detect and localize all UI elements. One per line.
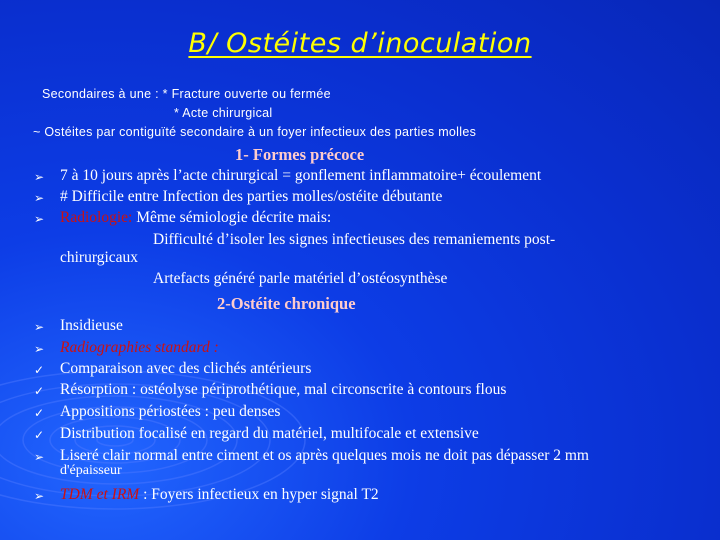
check-bullet-icon: ✓: [34, 384, 45, 398]
arrow-bullet-icon: ➢: [34, 489, 45, 503]
check-bullet-icon: ✓: [34, 428, 45, 442]
section-heading-chronic: 2-Ostéite chronique: [217, 294, 356, 313]
chronic-item-5: Appositions périostées : peu denses: [60, 403, 281, 420]
early-continuation-1: Difficulté d’isoler les signes infectieuses des remaniements post-: [153, 231, 556, 248]
arrow-bullet-icon: ➢: [34, 320, 45, 334]
radiologie-label: Radiologie:: [60, 209, 133, 226]
chronic-item-7: Liseré clair normal entre ciment et os après quelques mois ne doit pas dépasser 2 mm: [60, 447, 589, 464]
arrow-bullet-icon: ➢: [34, 450, 45, 464]
chronic-item-6: Distribution focalisé en regard du matériel, multifocale et extensive: [60, 425, 479, 442]
chronic-item-1: Insidieuse: [60, 317, 123, 334]
intro-line-2: * Acte chirurgical: [174, 106, 273, 120]
early-continuation-3: Artefacts généré parle matériel d’ostéosynthèse: [153, 270, 448, 287]
chronic-item-7-continuation: d'épaisseur: [60, 463, 122, 478]
radiographies-label: Radiographies standard :: [60, 339, 219, 356]
early-item-3-text: Même sémiologie décrite mais:: [132, 209, 332, 226]
arrow-bullet-icon: ➢: [34, 212, 45, 226]
arrow-bullet-icon: ➢: [34, 191, 45, 205]
tdm-irm-label: TDM et IRM: [60, 486, 140, 503]
early-item-3: [60, 209, 331, 227]
section-heading-early: 1- Formes précoce: [235, 145, 365, 164]
early-continuation-2: chirurgicaux: [60, 249, 139, 266]
intro-line-1: Secondaires à une : * Fracture ouverte ou fermée: [42, 87, 331, 101]
arrow-bullet-icon: ➢: [34, 342, 45, 356]
early-item-1: 7 à 10 jours après l’acte chirurgical = gonflement inflammatoire+ écoulement: [60, 167, 542, 184]
chronic-item-4: Résorption : ostéolyse périprothétique, mal circonscrite à contours flous: [60, 381, 507, 398]
chronic-item-3: Comparaison avec des clichés antérieurs: [60, 360, 312, 377]
slide-title: B/ Ostéites d’inoculation: [188, 28, 532, 59]
chronic-item-8: [60, 486, 379, 504]
intro-line-3: ~ Ostéites par contiguïté secondaire à un foyer infectieux des parties molles: [33, 125, 477, 139]
check-bullet-icon: ✓: [34, 406, 45, 420]
check-bullet-icon: ✓: [34, 363, 45, 377]
chronic-item-8-text: : Foyers infectieux en hyper signal T2: [139, 486, 379, 503]
early-item-2: # Difficile entre Infection des parties molles/ostéite débutante: [60, 188, 443, 205]
arrow-bullet-icon: ➢: [34, 170, 45, 184]
